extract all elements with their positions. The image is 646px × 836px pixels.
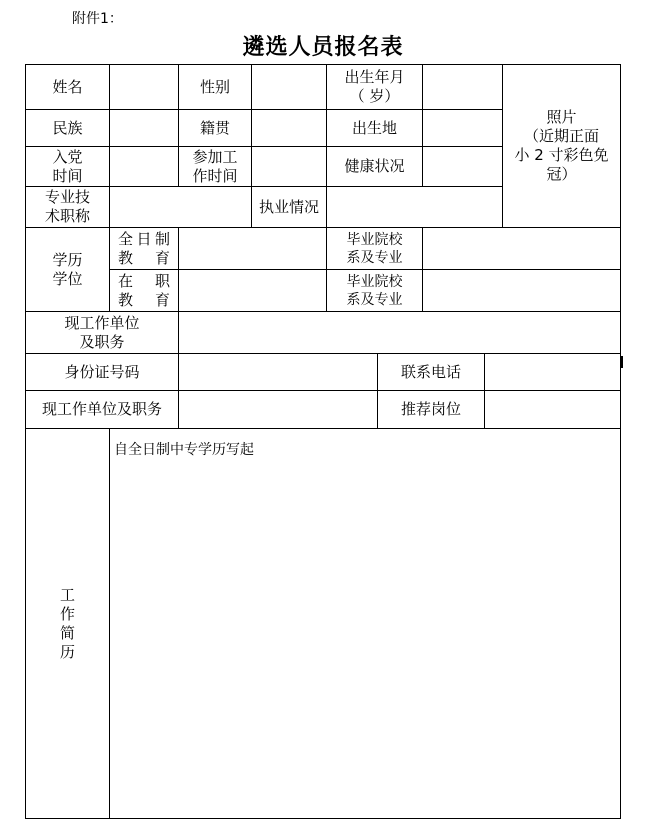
recommended-post-field[interactable] — [485, 391, 621, 429]
gender-field[interactable] — [252, 65, 327, 110]
current-unit-label: 现工作单位 及职务 — [26, 312, 179, 354]
inservice-education-label: 在 职 教 育 — [110, 270, 179, 312]
photo-line-3: 小 2 寸彩色免 — [514, 146, 609, 164]
current-unit-full-label: 现工作单位及职务 — [26, 391, 179, 429]
resume-hint: 自全日制中专学历写起 — [114, 442, 254, 458]
birth-field[interactable] — [423, 65, 503, 110]
birthplace-field[interactable] — [423, 110, 503, 147]
work-resume-field[interactable] — [110, 429, 621, 819]
inservice-school-label: 毕业院校 系及专业 — [327, 270, 423, 312]
inservice-education-field[interactable] — [179, 270, 327, 312]
work-start-label: 参加工 作时间 — [179, 147, 252, 187]
photo-line-2: （近期正面 — [524, 127, 600, 145]
name-field[interactable] — [110, 65, 179, 110]
recommended-post-label: 推荐岗位 — [378, 391, 485, 429]
party-date-field[interactable] — [110, 147, 179, 187]
current-unit-field[interactable] — [179, 312, 621, 354]
native-place-field[interactable] — [252, 110, 327, 147]
party-date-label: 入党 时间 — [26, 147, 110, 187]
health-field[interactable] — [423, 147, 503, 187]
professional-title-label: 专业技 术职称 — [26, 187, 110, 228]
phone-label: 联系电话 — [378, 354, 485, 391]
photo-line-4: 冠） — [546, 165, 577, 183]
photo-line-1: 照片 — [546, 108, 577, 126]
text-cursor — [621, 356, 623, 368]
id-number-field[interactable] — [179, 354, 378, 391]
name-label: 姓名 — [26, 65, 110, 110]
registration-form-table — [25, 64, 621, 819]
health-label: 健康状况 — [327, 147, 423, 187]
birthplace-label: 出生地 — [327, 110, 423, 147]
work-resume-label: 工 作 简 历 — [26, 429, 110, 819]
phone-field[interactable] — [485, 354, 621, 391]
ethnicity-label: 民族 — [26, 110, 110, 147]
current-unit-full-field[interactable] — [179, 391, 378, 429]
fulltime-education-field[interactable] — [179, 228, 327, 270]
ethnicity-field[interactable] — [110, 110, 179, 147]
page-title: 遴选人员报名表 — [242, 34, 404, 60]
photo-box[interactable] — [503, 65, 621, 228]
professional-title-field[interactable] — [110, 187, 252, 228]
work-start-field[interactable] — [252, 147, 327, 187]
practice-label: 执业情况 — [252, 187, 327, 228]
attachment-label: 附件1： — [72, 11, 123, 27]
fulltime-education-label: 全日制 教 育 — [110, 228, 179, 270]
fulltime-school-field[interactable] — [423, 228, 621, 270]
gender-label: 性别 — [179, 65, 252, 110]
native-place-label: 籍贯 — [179, 110, 252, 147]
fulltime-school-label: 毕业院校 系及专业 — [327, 228, 423, 270]
inservice-school-field[interactable] — [423, 270, 621, 312]
birth-label: 出生年月 （ 岁） — [327, 65, 423, 110]
practice-field[interactable] — [327, 187, 503, 228]
id-number-label: 身份证号码 — [26, 354, 179, 391]
education-degree-label: 学历 学位 — [26, 228, 110, 312]
